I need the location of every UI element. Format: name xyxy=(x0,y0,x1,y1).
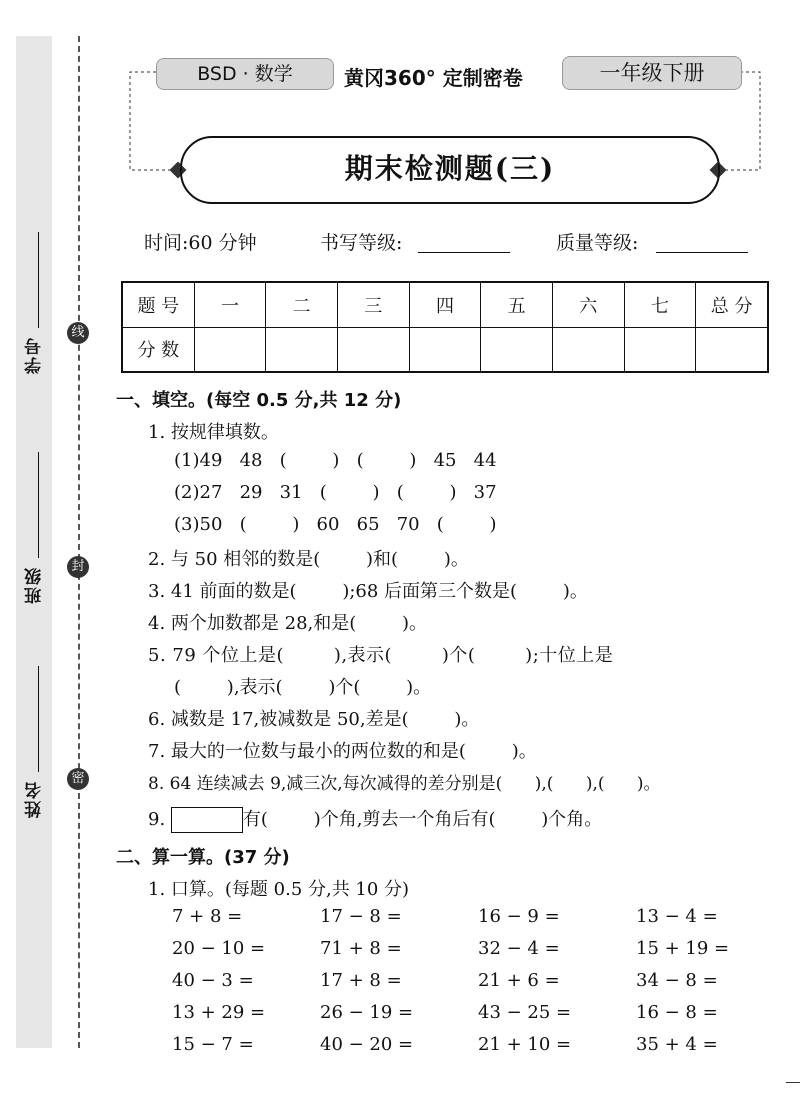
calc-item: 40 − 20 = xyxy=(320,1034,414,1055)
score-cell[interactable] xyxy=(409,327,481,372)
rectangle-shape xyxy=(171,807,243,833)
subject-tag: BSD · 数学 xyxy=(156,58,334,90)
student-no-label: 学号 xyxy=(25,336,45,374)
seal-mi: 密 xyxy=(67,768,89,790)
score-cell[interactable] xyxy=(194,327,266,372)
question-9 xyxy=(148,805,602,833)
score-header-cell: 二 xyxy=(266,282,338,327)
score-header-cell: 题 号 xyxy=(122,282,194,327)
name-blank xyxy=(38,666,39,772)
seal-line: 线 xyxy=(67,322,89,344)
score-cell[interactable] xyxy=(624,327,696,372)
calc-item: 16 − 9 = xyxy=(478,906,560,927)
calc-item: 13 − 4 = xyxy=(636,906,718,927)
page-edge-mark xyxy=(786,1082,800,1083)
writing-grade-label: 书写等级: xyxy=(320,232,403,254)
calc-item: 21 + 6 = xyxy=(478,970,560,991)
section-2-question-1: 1. 口算。(每题 0.5 分,共 10 分) xyxy=(148,879,410,900)
class-label: 班级 xyxy=(25,566,45,604)
question-6: 6. 减数是 17,被减数是 50,差是( )。 xyxy=(148,709,480,730)
quality-grade-field[interactable] xyxy=(656,252,748,253)
exam-time: 时间:60 分钟 xyxy=(144,232,257,254)
quality-grade-label: 质量等级: xyxy=(556,232,639,254)
page-title: 期末检测题(三) xyxy=(180,136,720,204)
question-1-2: (2)27 29 31 ( ) ( ) 37 xyxy=(174,482,497,503)
calc-item: 40 − 3 = xyxy=(172,970,254,991)
grade-tag: 一年级下册 xyxy=(562,56,742,90)
calc-item: 32 − 4 = xyxy=(478,938,560,959)
calc-item: 16 − 8 = xyxy=(636,1002,718,1023)
name-label: 姓名 xyxy=(25,780,45,818)
score-cell[interactable] xyxy=(696,327,768,372)
score-header-cell: 七 xyxy=(624,282,696,327)
question-7: 7. 最大的一位数与最小的两位数的和是( )。 xyxy=(148,741,537,762)
calc-item: 17 + 8 = xyxy=(320,970,402,991)
question-5: 5. 79 个位上是( ),表示( )个( );十位上是 xyxy=(148,645,614,666)
calc-item: 7 + 8 = xyxy=(172,906,243,927)
calc-item: 43 − 25 = xyxy=(478,1002,572,1023)
score-cell[interactable] xyxy=(552,327,624,372)
calc-item: 15 + 19 = xyxy=(636,938,730,959)
score-header-cell: 六 xyxy=(552,282,624,327)
writing-grade-field[interactable] xyxy=(418,252,510,253)
score-header-cell: 五 xyxy=(481,282,553,327)
class-blank xyxy=(38,452,39,558)
calc-item: 34 − 8 = xyxy=(636,970,718,991)
question-2: 2. 与 50 相邻的数是( )和( )。 xyxy=(148,549,469,570)
question-3: 3. 41 前面的数是( );68 后面第三个数是( )。 xyxy=(148,581,588,602)
seal-feng: 封 xyxy=(67,556,89,578)
score-row-label: 分 数 xyxy=(122,327,194,372)
score-table xyxy=(121,281,769,373)
question-1-3: (3)50 ( ) 60 65 70 ( ) xyxy=(174,514,497,535)
score-header-cell: 总 分 xyxy=(696,282,768,327)
calc-item: 13 + 29 = xyxy=(172,1002,266,1023)
question-1-1: (1)49 48 ( ) ( ) 45 44 xyxy=(174,450,497,471)
score-cell[interactable] xyxy=(337,327,409,372)
calc-item: 21 + 10 = xyxy=(478,1034,572,1055)
question-1: 1. 按规律填数。 xyxy=(148,422,279,443)
calc-item: 26 − 19 = xyxy=(320,1002,414,1023)
score-header-cell: 一 xyxy=(194,282,266,327)
question-8: 8. 64 连续减去 9,减三次,每次减得的差分别是( ),( ),( )。 xyxy=(148,774,661,794)
calc-item: 17 − 8 = xyxy=(320,906,402,927)
calc-item: 35 + 4 = xyxy=(636,1034,718,1055)
score-header-cell: 三 xyxy=(337,282,409,327)
section-1-heading: 一、填空。(每空 0.5 分,共 12 分) xyxy=(116,390,402,411)
score-cell[interactable] xyxy=(266,327,338,372)
cut-line xyxy=(78,36,80,1048)
calc-item: 20 − 10 = xyxy=(172,938,266,959)
question-5-cont: ( ),表示( )个( )。 xyxy=(174,677,432,698)
question-9-text: 有( )个角,剪去一个角后有( )个角。 xyxy=(242,809,603,830)
brand-name: 黄冈360° 定制密卷 xyxy=(344,66,523,90)
question-9-number: 9. xyxy=(148,809,166,830)
score-header-cell: 四 xyxy=(409,282,481,327)
question-4: 4. 两个加数都是 28,和是( )。 xyxy=(148,613,428,634)
calc-item: 71 + 8 = xyxy=(320,938,402,959)
student-no-blank xyxy=(38,232,39,328)
section-2-heading: 二、算一算。(37 分) xyxy=(116,847,290,868)
binding-strip xyxy=(16,36,52,1048)
score-cell[interactable] xyxy=(481,327,553,372)
calc-item: 15 − 7 = xyxy=(172,1034,254,1055)
